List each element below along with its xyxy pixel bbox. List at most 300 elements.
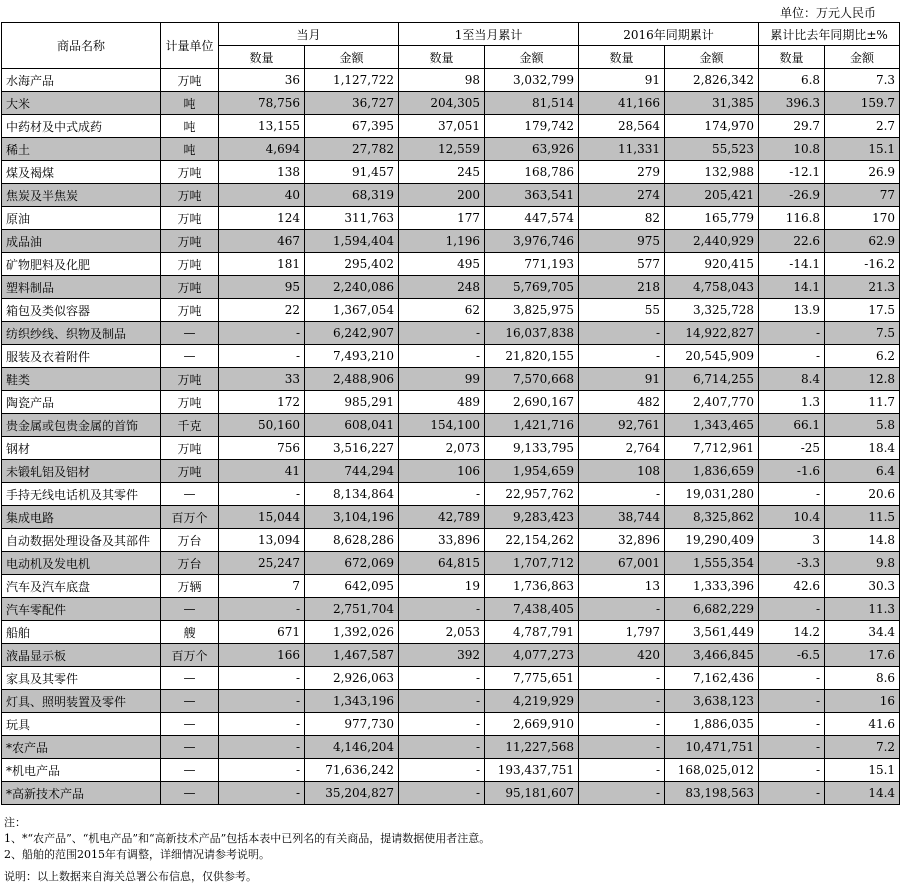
value-cell: 91 <box>579 69 665 92</box>
commodity-name: 服装及衣着附件 <box>2 345 161 368</box>
measure-unit: 万辆 <box>161 575 219 598</box>
value-cell: 985,291 <box>305 391 399 414</box>
table-row <box>2 161 900 184</box>
value-cell: 5.8 <box>825 414 900 437</box>
table-row <box>2 782 900 805</box>
value-cell: - <box>219 322 305 345</box>
measure-unit: 万吨 <box>161 437 219 460</box>
commodity-name: 自动数据处理设备及其部件 <box>2 529 161 552</box>
value-cell: 10.4 <box>759 506 825 529</box>
measure-unit: 万吨 <box>161 460 219 483</box>
value-cell: - <box>579 690 665 713</box>
value-cell: 170 <box>825 207 900 230</box>
value-cell: 28,564 <box>579 115 665 138</box>
value-cell: 467 <box>219 230 305 253</box>
measure-unit: — <box>161 322 219 345</box>
value-cell: 6,242,907 <box>305 322 399 345</box>
value-cell: 27,782 <box>305 138 399 161</box>
value-cell: - <box>579 667 665 690</box>
measure-unit: — <box>161 483 219 506</box>
value-cell: 165,779 <box>665 207 759 230</box>
value-cell: 177 <box>399 207 485 230</box>
header-sub: 金额 <box>485 46 579 69</box>
value-cell: 1.3 <box>759 391 825 414</box>
table-row <box>2 322 900 345</box>
value-cell: 154,100 <box>399 414 485 437</box>
value-cell: 7,775,651 <box>485 667 579 690</box>
value-cell: - <box>759 345 825 368</box>
value-cell: - <box>759 782 825 805</box>
value-cell: 577 <box>579 253 665 276</box>
commodity-name: 手持无线电话机及其零件 <box>2 483 161 506</box>
table-row <box>2 230 900 253</box>
value-cell: 6.8 <box>759 69 825 92</box>
value-cell: 138 <box>219 161 305 184</box>
value-cell: 82 <box>579 207 665 230</box>
value-cell: 4,077,273 <box>485 644 579 667</box>
value-cell: 7,438,405 <box>485 598 579 621</box>
commodity-name: 水海产品 <box>2 69 161 92</box>
note-line: 2、船舶的范围2015年有调整，详细情况请参考说明。 <box>4 848 270 861</box>
table-row <box>2 391 900 414</box>
value-cell: -6.5 <box>759 644 825 667</box>
value-cell: 33,896 <box>399 529 485 552</box>
value-cell: 2,407,770 <box>665 391 759 414</box>
measure-unit: 吨 <box>161 138 219 161</box>
value-cell: 98 <box>399 69 485 92</box>
measure-unit: 万吨 <box>161 230 219 253</box>
value-cell: - <box>219 345 305 368</box>
table-row <box>2 713 900 736</box>
value-cell: 7,712,961 <box>665 437 759 460</box>
table-row <box>2 506 900 529</box>
value-cell: - <box>399 322 485 345</box>
value-cell: - <box>219 690 305 713</box>
value-cell: 172 <box>219 391 305 414</box>
value-cell: 3,032,799 <box>485 69 579 92</box>
value-cell: 11.5 <box>825 506 900 529</box>
value-cell: 21,820,155 <box>485 345 579 368</box>
value-cell: 166 <box>219 644 305 667</box>
value-cell: 608,041 <box>305 414 399 437</box>
table-row <box>2 69 900 92</box>
value-cell: -25 <box>759 437 825 460</box>
value-cell: 2,669,910 <box>485 713 579 736</box>
value-cell: - <box>399 736 485 759</box>
value-cell: 6,714,255 <box>665 368 759 391</box>
value-cell: 2,488,906 <box>305 368 399 391</box>
value-cell: 193,437,751 <box>485 759 579 782</box>
header-sub: 数量 <box>759 46 825 69</box>
measure-unit: 万吨 <box>161 69 219 92</box>
measure-unit: 万吨 <box>161 299 219 322</box>
value-cell: 19,290,409 <box>665 529 759 552</box>
value-cell: 16,037,838 <box>485 322 579 345</box>
value-cell: - <box>399 667 485 690</box>
table-row <box>2 207 900 230</box>
value-cell: 67,395 <box>305 115 399 138</box>
value-cell: 30.3 <box>825 575 900 598</box>
value-cell: -26.9 <box>759 184 825 207</box>
value-cell: 12,559 <box>399 138 485 161</box>
value-cell: 2,073 <box>399 437 485 460</box>
value-cell: 7,162,436 <box>665 667 759 690</box>
value-cell: - <box>219 598 305 621</box>
measure-unit: — <box>161 736 219 759</box>
value-cell: 4,219,929 <box>485 690 579 713</box>
value-cell: 9.8 <box>825 552 900 575</box>
value-cell: 66.1 <box>759 414 825 437</box>
measure-unit: 万台 <box>161 552 219 575</box>
value-cell: 20.6 <box>825 483 900 506</box>
commodity-name: 大米 <box>2 92 161 115</box>
value-cell: 447,574 <box>485 207 579 230</box>
value-cell: 116.8 <box>759 207 825 230</box>
commodity-name: *机电产品 <box>2 759 161 782</box>
value-cell: 200 <box>399 184 485 207</box>
value-cell: 62.9 <box>825 230 900 253</box>
header-sub: 金额 <box>305 46 399 69</box>
value-cell: 8.4 <box>759 368 825 391</box>
table-row <box>2 644 900 667</box>
commodity-name: 电动机及发电机 <box>2 552 161 575</box>
value-cell: 14,922,827 <box>665 322 759 345</box>
value-cell: 420 <box>579 644 665 667</box>
commodity-name: 钢材 <box>2 437 161 460</box>
value-cell: 36,727 <box>305 92 399 115</box>
value-cell: 2,826,342 <box>665 69 759 92</box>
value-cell: - <box>579 759 665 782</box>
value-cell: 38,744 <box>579 506 665 529</box>
table-row <box>2 437 900 460</box>
value-cell: - <box>579 736 665 759</box>
measure-unit: 百万个 <box>161 644 219 667</box>
value-cell: 14.1 <box>759 276 825 299</box>
header-group: 累计比去年同期比±% <box>759 23 900 46</box>
value-cell: 2,240,086 <box>305 276 399 299</box>
table-row <box>2 345 900 368</box>
value-cell: 77 <box>825 184 900 207</box>
value-cell: 3,825,975 <box>485 299 579 322</box>
table-row <box>2 575 900 598</box>
value-cell: 11.3 <box>825 598 900 621</box>
commodity-name: 液晶显示板 <box>2 644 161 667</box>
table-body <box>2 69 900 805</box>
table-row <box>2 115 900 138</box>
value-cell: 1,421,716 <box>485 414 579 437</box>
table-row <box>2 460 900 483</box>
value-cell: 132,988 <box>665 161 759 184</box>
commodity-name: 纺织纱线、织物及制品 <box>2 322 161 345</box>
value-cell: 37,051 <box>399 115 485 138</box>
value-cell: 10.8 <box>759 138 825 161</box>
value-cell: -12.1 <box>759 161 825 184</box>
value-cell: - <box>759 667 825 690</box>
note-line: 1、*“农产品”、“机电产品”和“高新技术产品”包括本表中已列名的有关商品，提请数据使用者注意。 <box>4 832 491 845</box>
value-cell: 35,204,827 <box>305 782 399 805</box>
value-cell: 1,736,863 <box>485 575 579 598</box>
measure-unit: 千克 <box>161 414 219 437</box>
value-cell: 179,742 <box>485 115 579 138</box>
measure-unit: 万吨 <box>161 276 219 299</box>
commodity-name: 箱包及类似容器 <box>2 299 161 322</box>
measure-unit: 万吨 <box>161 207 219 230</box>
value-cell: 29.7 <box>759 115 825 138</box>
value-cell: 91 <box>579 368 665 391</box>
value-cell: 1,392,026 <box>305 621 399 644</box>
value-cell: 124 <box>219 207 305 230</box>
commodity-name: 玩具 <box>2 713 161 736</box>
value-cell: 25,247 <box>219 552 305 575</box>
value-cell: 15,044 <box>219 506 305 529</box>
value-cell: 18.4 <box>825 437 900 460</box>
table-row <box>2 138 900 161</box>
value-cell: 168,786 <box>485 161 579 184</box>
value-cell: 495 <box>399 253 485 276</box>
value-cell: 392 <box>399 644 485 667</box>
table-row <box>2 690 900 713</box>
header-group: 当月 <box>219 23 399 46</box>
table-row <box>2 184 900 207</box>
unit-label: 单位：万元人民币 <box>779 6 876 20</box>
value-cell: 42.6 <box>759 575 825 598</box>
commodity-table <box>1 22 900 805</box>
value-cell: 977,730 <box>305 713 399 736</box>
value-cell: 1,343,465 <box>665 414 759 437</box>
table-row <box>2 92 900 115</box>
value-cell: 55 <box>579 299 665 322</box>
value-cell: 108 <box>579 460 665 483</box>
value-cell: 920,415 <box>665 253 759 276</box>
value-cell: 64,815 <box>399 552 485 575</box>
value-cell: 67,001 <box>579 552 665 575</box>
measure-unit: 百万个 <box>161 506 219 529</box>
value-cell: - <box>219 782 305 805</box>
value-cell: 22.6 <box>759 230 825 253</box>
value-cell: -14.1 <box>759 253 825 276</box>
value-cell: 71,636,242 <box>305 759 399 782</box>
value-cell: 204,305 <box>399 92 485 115</box>
value-cell: 99 <box>399 368 485 391</box>
value-cell: 3,561,449 <box>665 621 759 644</box>
value-cell: - <box>759 483 825 506</box>
value-cell: 50,160 <box>219 414 305 437</box>
commodity-name: 未锻轧铝及铝材 <box>2 460 161 483</box>
value-cell: - <box>579 483 665 506</box>
header-name: 商品名称 <box>2 23 161 69</box>
value-cell: 7,570,668 <box>485 368 579 391</box>
measure-unit: 吨 <box>161 92 219 115</box>
value-cell: 218 <box>579 276 665 299</box>
value-cell: - <box>399 345 485 368</box>
value-cell: 33 <box>219 368 305 391</box>
value-cell: 106 <box>399 460 485 483</box>
value-cell: 36 <box>219 69 305 92</box>
value-cell: 642,095 <box>305 575 399 598</box>
value-cell: 248 <box>399 276 485 299</box>
measure-unit: 万吨 <box>161 391 219 414</box>
header-sub: 金额 <box>825 46 900 69</box>
value-cell: 3 <box>759 529 825 552</box>
value-cell: - <box>579 345 665 368</box>
value-cell: 63,926 <box>485 138 579 161</box>
value-cell: 22,957,762 <box>485 483 579 506</box>
value-cell: 8.6 <box>825 667 900 690</box>
commodity-name: 汽车零配件 <box>2 598 161 621</box>
value-cell: 15.1 <box>825 138 900 161</box>
value-cell: 31,385 <box>665 92 759 115</box>
table-row <box>2 253 900 276</box>
value-cell: 756 <box>219 437 305 460</box>
value-cell: - <box>399 782 485 805</box>
table-row <box>2 299 900 322</box>
commodity-name: 集成电路 <box>2 506 161 529</box>
measure-unit: — <box>161 690 219 713</box>
commodity-name: 稀土 <box>2 138 161 161</box>
table-row <box>2 759 900 782</box>
commodity-name: 塑料制品 <box>2 276 161 299</box>
table-row <box>2 736 900 759</box>
value-cell: 7.3 <box>825 69 900 92</box>
table-row <box>2 598 900 621</box>
value-cell: 672,069 <box>305 552 399 575</box>
value-cell: - <box>579 322 665 345</box>
value-cell: 2,053 <box>399 621 485 644</box>
value-cell: 21.3 <box>825 276 900 299</box>
value-cell: 274 <box>579 184 665 207</box>
value-cell: - <box>759 322 825 345</box>
commodity-name: 成品油 <box>2 230 161 253</box>
commodity-name: 贵金属或包贵金属的首饰 <box>2 414 161 437</box>
value-cell: 91,457 <box>305 161 399 184</box>
value-cell: 205,421 <box>665 184 759 207</box>
value-cell: 2,440,929 <box>665 230 759 253</box>
value-cell: 295,402 <box>305 253 399 276</box>
measure-unit: 万吨 <box>161 184 219 207</box>
value-cell: 744,294 <box>305 460 399 483</box>
value-cell: - <box>399 713 485 736</box>
value-cell: 16 <box>825 690 900 713</box>
value-cell: 19,031,280 <box>665 483 759 506</box>
value-cell: 42,789 <box>399 506 485 529</box>
value-cell: 7.5 <box>825 322 900 345</box>
value-cell: 245 <box>399 161 485 184</box>
value-cell: - <box>759 690 825 713</box>
commodity-name: 焦炭及半焦炭 <box>2 184 161 207</box>
value-cell: 12.8 <box>825 368 900 391</box>
value-cell: 10,471,751 <box>665 736 759 759</box>
value-cell: 95 <box>219 276 305 299</box>
table-row <box>2 529 900 552</box>
value-cell: 7.2 <box>825 736 900 759</box>
value-cell: 3,976,746 <box>485 230 579 253</box>
value-cell: -16.2 <box>825 253 900 276</box>
commodity-name: *农产品 <box>2 736 161 759</box>
value-cell: 4,694 <box>219 138 305 161</box>
table-row <box>2 621 900 644</box>
value-cell: 20,545,909 <box>665 345 759 368</box>
commodity-name: 煤及褐煤 <box>2 161 161 184</box>
value-cell: 78,756 <box>219 92 305 115</box>
value-cell: 1,333,396 <box>665 575 759 598</box>
value-cell: 14.8 <box>825 529 900 552</box>
value-cell: 8,628,286 <box>305 529 399 552</box>
value-cell: 13,155 <box>219 115 305 138</box>
source-note: 说明：以上数据来自海关总署公布信息，仅供参考。 <box>4 870 257 883</box>
value-cell: -1.6 <box>759 460 825 483</box>
commodity-name: 中药材及中式成药 <box>2 115 161 138</box>
commodity-name: 矿物肥料及化肥 <box>2 253 161 276</box>
value-cell: 13 <box>579 575 665 598</box>
value-cell: - <box>759 759 825 782</box>
value-cell: - <box>399 759 485 782</box>
value-cell: 41,166 <box>579 92 665 115</box>
value-cell: - <box>219 483 305 506</box>
commodity-name: 原油 <box>2 207 161 230</box>
value-cell: 1,797 <box>579 621 665 644</box>
value-cell: 159.7 <box>825 92 900 115</box>
value-cell: 13.9 <box>759 299 825 322</box>
value-cell: 4,787,791 <box>485 621 579 644</box>
measure-unit: 万吨 <box>161 253 219 276</box>
value-cell: 671 <box>219 621 305 644</box>
commodity-name: 陶瓷产品 <box>2 391 161 414</box>
header-sub: 金额 <box>665 46 759 69</box>
value-cell: 40 <box>219 184 305 207</box>
value-cell: 168,025,012 <box>665 759 759 782</box>
table-row <box>2 414 900 437</box>
value-cell: - <box>219 713 305 736</box>
value-cell: 396.3 <box>759 92 825 115</box>
value-cell: 13,094 <box>219 529 305 552</box>
value-cell: - <box>219 667 305 690</box>
commodity-name: 汽车及汽车底盘 <box>2 575 161 598</box>
value-cell: - <box>759 713 825 736</box>
value-cell: -3.3 <box>759 552 825 575</box>
measure-unit: 万吨 <box>161 161 219 184</box>
value-cell: - <box>759 598 825 621</box>
commodity-name: 鞋类 <box>2 368 161 391</box>
commodity-name: 灯具、照明装置及零件 <box>2 690 161 713</box>
table-row <box>2 483 900 506</box>
value-cell: 2.7 <box>825 115 900 138</box>
value-cell: 1,196 <box>399 230 485 253</box>
measure-unit: 万台 <box>161 529 219 552</box>
value-cell: 2,751,704 <box>305 598 399 621</box>
value-cell: 8,325,862 <box>665 506 759 529</box>
value-cell: 3,638,123 <box>665 690 759 713</box>
value-cell: 363,541 <box>485 184 579 207</box>
value-cell: 1,594,404 <box>305 230 399 253</box>
value-cell: 41 <box>219 460 305 483</box>
value-cell: 62 <box>399 299 485 322</box>
value-cell: 2,690,167 <box>485 391 579 414</box>
value-cell: 1,886,035 <box>665 713 759 736</box>
value-cell: 4,146,204 <box>305 736 399 759</box>
header-group: 2016年同期累计 <box>579 23 759 46</box>
value-cell: 4,758,043 <box>665 276 759 299</box>
value-cell: 311,763 <box>305 207 399 230</box>
value-cell: - <box>219 736 305 759</box>
header-unit: 计量单位 <box>161 23 219 69</box>
value-cell: 181 <box>219 253 305 276</box>
value-cell: 1,555,354 <box>665 552 759 575</box>
value-cell: 482 <box>579 391 665 414</box>
value-cell: 55,523 <box>665 138 759 161</box>
measure-unit: — <box>161 759 219 782</box>
value-cell: 6.2 <box>825 345 900 368</box>
value-cell: 9,283,423 <box>485 506 579 529</box>
